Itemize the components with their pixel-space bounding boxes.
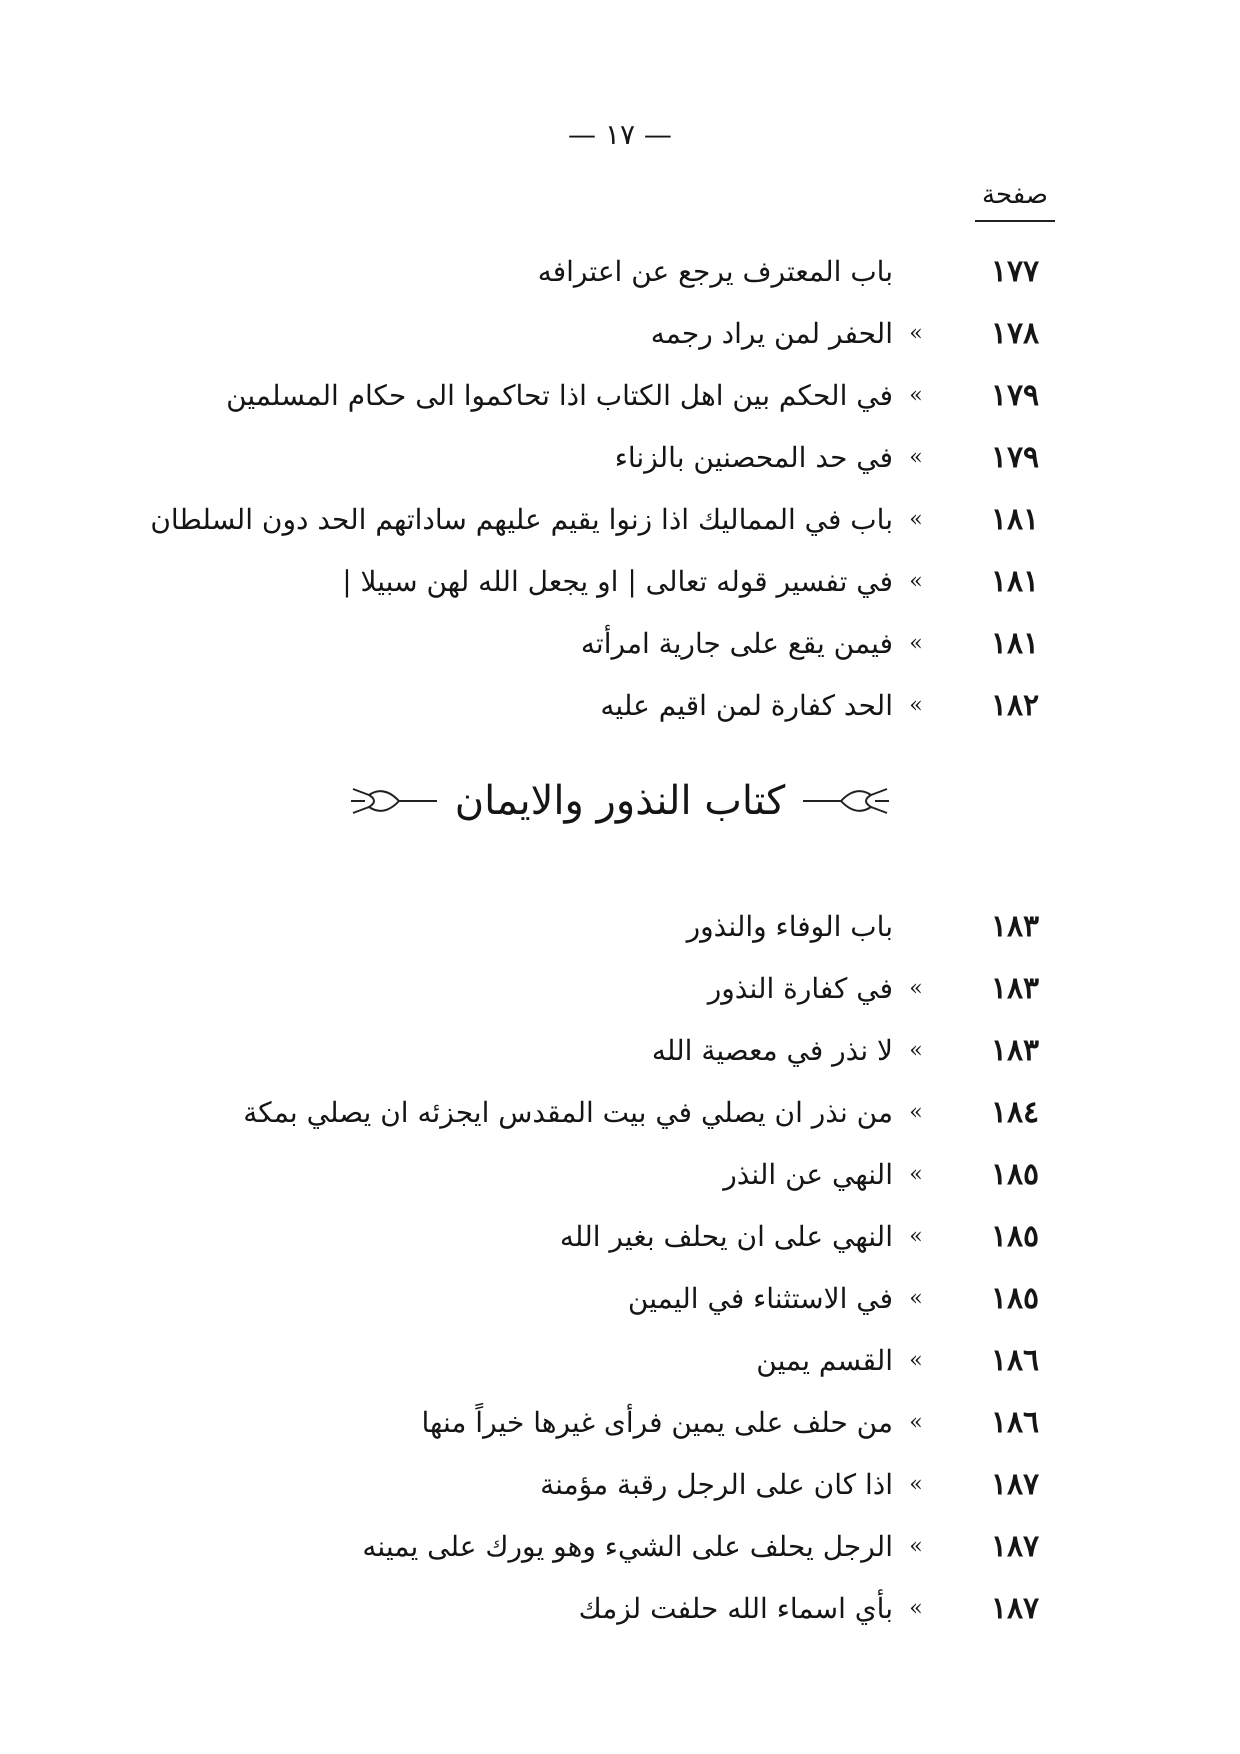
toc-ditto-mark: »	[909, 382, 923, 408]
toc-entry	[243, 895, 1055, 957]
page-column-header: صفحة	[975, 180, 1055, 222]
toc-list-section-one	[150, 240, 1055, 736]
page-number: — ١٧ —	[568, 118, 672, 151]
toc-page-number: ١٨٤	[990, 1094, 1040, 1130]
toc-list-section-two	[243, 895, 1055, 1639]
ornament-right-icon	[801, 781, 891, 821]
toc-entry	[243, 1019, 1055, 1081]
toc-entry-title: باب الوفاء والنذور	[686, 909, 893, 943]
toc-entry	[150, 364, 1055, 426]
toc-page-number: ١٨٣	[990, 1032, 1040, 1068]
toc-entry	[243, 1577, 1055, 1639]
toc-page-number: ١٨٧	[990, 1528, 1040, 1564]
toc-page-number: ١٨٥	[990, 1280, 1040, 1316]
toc-page-number: ١٧٨	[990, 315, 1040, 351]
toc-page-number: ١٨١	[990, 563, 1040, 599]
toc-entry-title: الحفر لمن يراد رجمه	[650, 316, 893, 350]
toc-entry	[243, 1267, 1055, 1329]
toc-entry	[150, 612, 1055, 674]
toc-ditto-mark: »	[909, 1037, 923, 1063]
toc-page-number: ١٨٧	[990, 1590, 1040, 1626]
toc-entry	[243, 1329, 1055, 1391]
toc-entry	[243, 1391, 1055, 1453]
toc-entry	[243, 1081, 1055, 1143]
toc-entry-title: في تفسير قوله تعالى | او يجعل الله لهن سبيلا |	[342, 564, 893, 598]
toc-ditto-mark: »	[909, 1471, 923, 1497]
toc-page-number: ١٨٧	[990, 1466, 1040, 1502]
toc-entry-title: الرجل يحلف على الشيء وهو يورك على يمينه	[362, 1529, 893, 1563]
toc-entry-title: النهي على ان يحلف بغير الله	[559, 1219, 893, 1253]
toc-ditto-mark: »	[909, 692, 923, 718]
toc-page-number: ١٨٣	[990, 908, 1040, 944]
toc-entry-title: النهي عن النذر	[723, 1157, 893, 1191]
toc-ditto-mark: »	[909, 568, 923, 594]
toc-entry-title: بأي اسماء الله حلفت لزمك	[578, 1591, 893, 1625]
toc-page-number: ١٧٩	[990, 439, 1040, 475]
toc-entry-title: اذا كان على الرجل رقبة مؤمنة	[540, 1467, 893, 1501]
toc-page-number: ١٨٢	[990, 687, 1040, 723]
toc-ditto-mark: »	[909, 320, 923, 346]
toc-entry-title: القسم يمين	[756, 1343, 893, 1377]
toc-ditto-mark: »	[909, 1161, 923, 1187]
toc-entry	[150, 550, 1055, 612]
toc-entry-title: لا نذر في معصية الله	[651, 1033, 893, 1067]
toc-ditto-mark: »	[909, 1409, 923, 1435]
toc-page-number: ١٧٩	[990, 377, 1040, 413]
toc-entry	[243, 1515, 1055, 1577]
book-heading-text: كتاب النذور والايمان	[454, 778, 786, 824]
toc-ditto-mark: »	[909, 444, 923, 470]
toc-ditto-mark: »	[909, 1223, 923, 1249]
toc-entry-title: في كفارة النذور	[707, 971, 893, 1005]
toc-page-number: ١٨٥	[990, 1156, 1040, 1192]
toc-page-number: ١٨١	[990, 501, 1040, 537]
toc-entry	[150, 488, 1055, 550]
toc-entry	[243, 1453, 1055, 1515]
toc-entry	[150, 426, 1055, 488]
toc-page-number: ١٨٦	[990, 1404, 1040, 1440]
toc-entry-title: في الحكم بين اهل الكتاب اذا تحاكموا الى حكام المسلمين	[226, 378, 893, 412]
toc-entry-title: من حلف على يمين فرأى غيرها خيراً منها	[421, 1405, 893, 1439]
ornament-left-icon	[349, 781, 439, 821]
toc-entry-title: من نذر ان يصلي في بيت المقدس ايجزئه ان يصلي بمكة	[243, 1095, 893, 1129]
toc-entry	[150, 240, 1055, 302]
toc-entry-title: في الاستثناء في اليمين	[627, 1281, 893, 1315]
toc-entry	[243, 1143, 1055, 1205]
toc-entry-title: باب المعترف يرجع عن اعترافه	[537, 254, 893, 288]
toc-ditto-mark: »	[909, 975, 923, 1001]
toc-entry-title: باب في المماليك اذا زنوا يقيم عليهم ساداتهم الحد دون السلطان	[150, 502, 893, 536]
toc-entry	[150, 302, 1055, 364]
toc-ditto-mark: »	[909, 1099, 923, 1125]
book-heading	[0, 778, 1240, 824]
toc-ditto-mark: »	[909, 1595, 923, 1621]
toc-ditto-mark: »	[909, 1533, 923, 1559]
toc-ditto-mark: »	[909, 1347, 923, 1373]
toc-page-number: ١٨٥	[990, 1218, 1040, 1254]
toc-entry-title: الحد كفارة لمن اقيم عليه	[600, 688, 893, 722]
toc-page-number: ١٨١	[990, 625, 1040, 661]
toc-entry-title: في حد المحصنين بالزناء	[614, 440, 893, 474]
toc-entry	[150, 674, 1055, 736]
toc-page-number: ١٨٣	[990, 970, 1040, 1006]
toc-page-number: ١٨٦	[990, 1342, 1040, 1378]
toc-ditto-mark: »	[909, 630, 923, 656]
toc-page-number: ١٧٧	[990, 253, 1040, 289]
toc-ditto-mark: »	[909, 1285, 923, 1311]
toc-ditto-mark: »	[909, 506, 923, 532]
toc-entry	[243, 957, 1055, 1019]
toc-entry-title: فيمن يقع على جارية امرأته	[580, 626, 893, 660]
toc-entry	[243, 1205, 1055, 1267]
